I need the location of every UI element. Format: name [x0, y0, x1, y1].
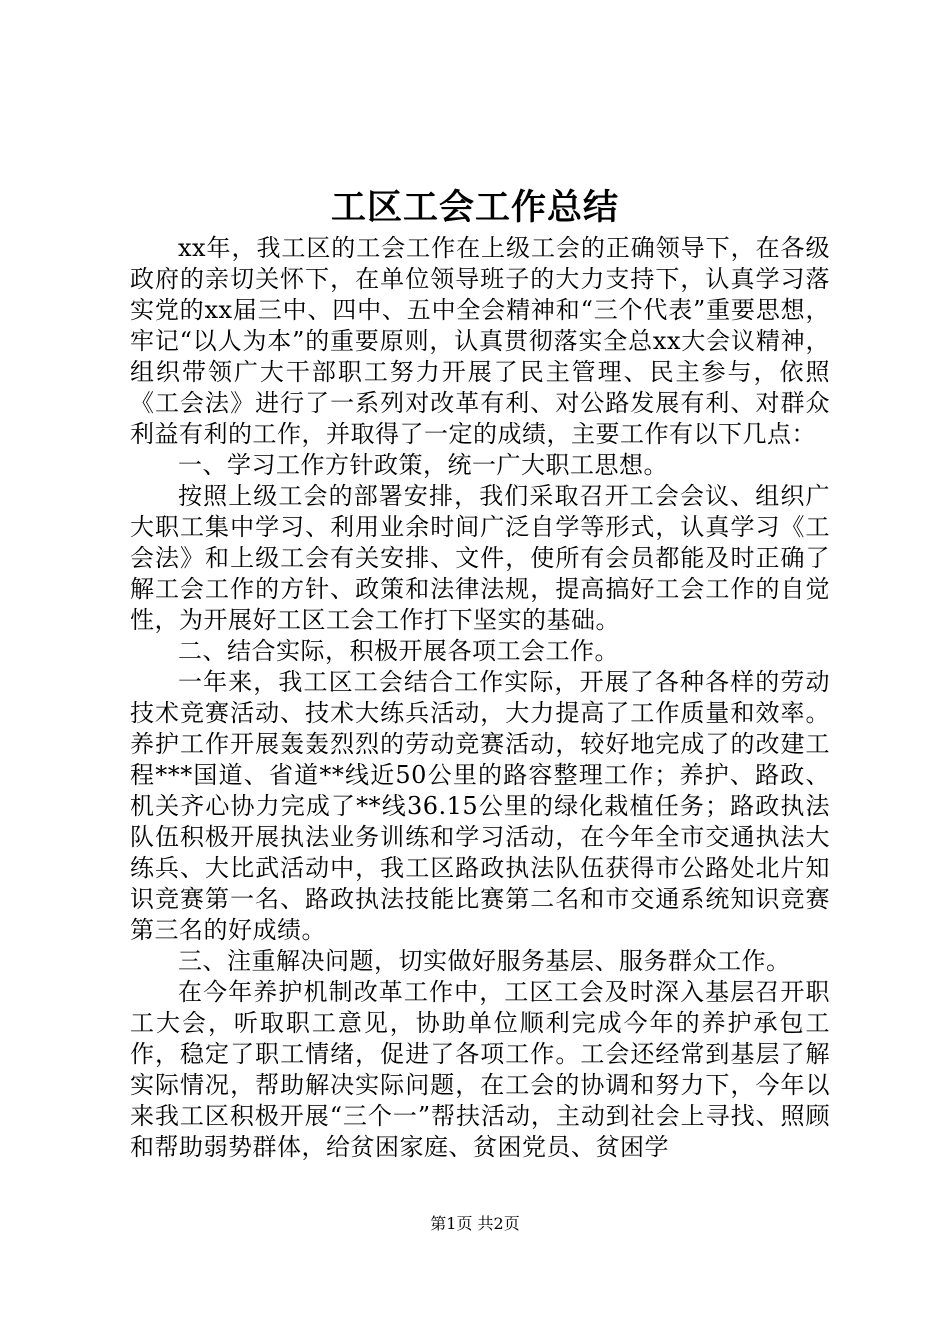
section-heading-2: 二、结合实际，积极开展各项工会工作。	[178, 637, 619, 665]
paragraph-section-3: 在今年养护机制改革工作中，工区工会及时深入基层召开职工大会，听取职工意见，协助单位顺利完成今年的养护承包工作，稳定了职工情绪，促进了各项工作。工会还经常到基层了解实际情况，帮助解决实际问题，在工会的协调和努力下，今年以来我工区积极开展“三个一”帮扶活动，主动到社会上寻找、照顾和帮助弱势群体，给贫困家庭、贫困党员、贫困学	[130, 978, 830, 1161]
paragraph-section-1: 按照上级工会的部署安排，我们采取召开工会会议、组织广大职工集中学习、利用业余时间广泛自学等形式，认真学习《工会法》和上级工会有关安排、文件，使所有会员都能及时正确了解工会工作的方针、政策和法律法规，提高搞好工会工作的自觉性，为开展好工区工会工作打下坚实的基础。	[130, 482, 830, 634]
document-title: 工区工会工作总结	[330, 187, 619, 228]
section-heading-1: 一、学习工作方针政策，统一广大职工思想。	[178, 451, 668, 479]
paragraph-intro: xx年，我工区的工会工作在上级工会的正确领导下，在各级政府的亲切关怀下，在单位领导班子的大力支持下，认真学习落实党的xx届三中、四中、五中全会精神和“三个代表”重要思想，牢记“以人为本”的重要原则，认真贯彻落实全总xx大会议精神，组织带领广大干部职工努力开展了民主管理、民主参与，依照《工会法》进行了一系列对改革有利、对公路发展有利、对群众利益有利的工作，并取得了一定的成绩，主要工作有以下几点：	[130, 234, 830, 448]
page-number-footer: 第1页 共2页	[430, 1214, 520, 1233]
section-heading-3: 三、注重解决问题，切实做好服务基层、服务群众工作。	[178, 947, 791, 975]
paragraph-section-2: 一年来，我工区工会结合工作实际，开展了各种各样的劳动技术竞赛活动、技术大练兵活动，大力提高了工作质量和效率。养护工作开展轰轰烈烈的劳动竞赛活动，较好地完成了的改建工程***国道、省道**线近50公里的路容整理工作；养护、路政、机关齐心协力完成了**线36.15公里的绿化栽植任务；路政执法队伍积极开展执法业务训练和学习活动，在今年全市交通执法大练兵、大比武活动中，我工区路政执法队伍获得市公路处北片知识竞赛第一名、路政执法技能比赛第二名和市交通系统知识竞赛第三名的好成绩。	[130, 668, 830, 944]
document-body	[130, 233, 830, 1163]
